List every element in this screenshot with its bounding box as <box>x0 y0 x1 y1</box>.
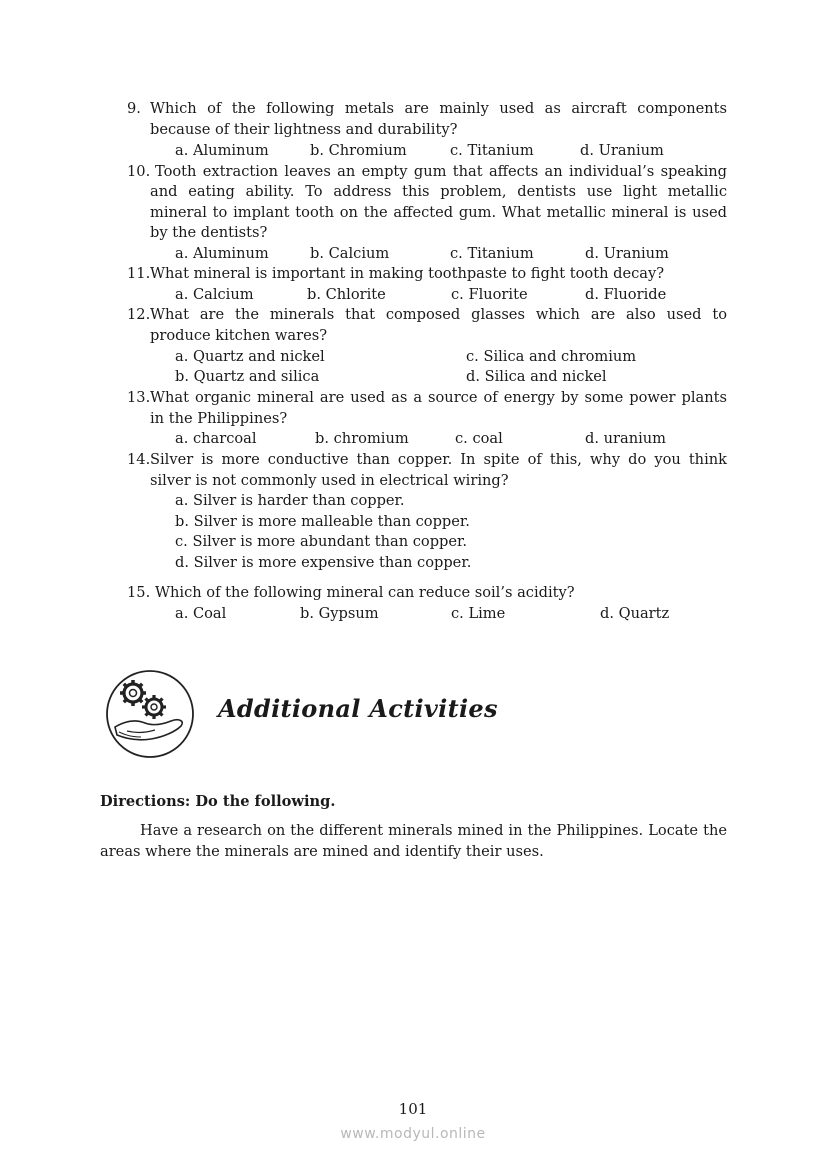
answer-option: b. Silver is more malleable than copper. <box>175 513 470 530</box>
question-text: mineral to implant tooth on the affected gum. What metallic mineral is used <box>150 204 727 221</box>
page-number: 101 <box>398 1100 428 1118</box>
answer-option: b. chromium <box>315 430 409 447</box>
answer-option: c. Titanium <box>450 245 534 262</box>
question-text: Tooth extraction leaves an empty gum that affects an individual’s speaking <box>155 163 727 180</box>
question-number: 10. <box>127 163 151 180</box>
answer-option: d. Uranium <box>585 245 669 262</box>
answer-option: a. Coal <box>175 605 227 622</box>
answer-option: d. Silver is more expensive than copper. <box>175 554 472 571</box>
answer-option: d. Silica and nickel <box>466 368 607 385</box>
answer-option: d. Quartz <box>600 605 670 622</box>
directions-text: Have a research on the different minerals mined in the Philippines. Locate the <box>140 822 727 839</box>
question-text: because of their lightness and durability? <box>150 121 458 138</box>
answer-option: b. Quartz and silica <box>175 368 320 385</box>
answer-option: b. Chlorite <box>307 286 386 303</box>
answer-option: c. Fluorite <box>451 286 528 303</box>
question-text: by the dentists? <box>150 224 268 241</box>
question-number: 14. <box>127 451 151 468</box>
question-text: Which of the following mineral can reduce soil’s acidity? <box>155 584 575 601</box>
question-text: Which of the following metals are mainly used as aircraft components <box>150 100 727 117</box>
answer-option: b. Calcium <box>310 245 390 262</box>
question-text: What mineral is important in making toothpaste to fight tooth decay? <box>150 265 665 282</box>
answer-option: c. Lime <box>451 605 506 622</box>
answer-option: b. Chromium <box>310 142 407 159</box>
question-number: 12. <box>127 306 151 323</box>
question-number: 11. <box>127 265 151 282</box>
question-number: 13. <box>127 389 151 406</box>
answer-option: c. Titanium <box>450 142 534 159</box>
answer-option: a. Calcium <box>175 286 254 303</box>
question-text: Silver is more conductive than copper. In spite of this, why do you think <box>150 451 727 468</box>
question-number: 15. <box>127 584 151 601</box>
answer-option: a. Aluminum <box>175 142 269 159</box>
answer-option: c. Silver is more abundant than copper. <box>175 533 468 550</box>
question-text: produce kitchen wares? <box>150 327 328 344</box>
question-number: 9. <box>127 100 141 117</box>
answer-option: b. Gypsum <box>300 605 379 622</box>
question-text: What organic mineral are used as a source of energy by some power plants <box>150 389 727 406</box>
answer-option: d. Fluoride <box>585 286 667 303</box>
answer-option: d. Uranium <box>580 142 664 159</box>
watermark: www.modyul.online <box>340 1126 486 1142</box>
answer-option: c. coal <box>455 430 503 447</box>
question-text: silver is not commonly used in electrical wiring? <box>150 472 509 489</box>
answer-option: d. uranium <box>585 430 666 447</box>
directions-text: areas where the minerals are mined and identify their uses. <box>100 843 544 860</box>
question-text: in the Philippines? <box>150 410 288 427</box>
directions-label: Directions: Do the following. <box>100 793 336 810</box>
question-text: What are the minerals that composed glasses which are also used to <box>150 306 727 323</box>
answer-option: c. Silica and chromium <box>466 348 637 365</box>
answer-option: a. Aluminum <box>175 245 269 262</box>
section-title: Additional Activities <box>218 694 498 723</box>
answer-option: a. Quartz and nickel <box>175 348 325 365</box>
answer-option: a. charcoal <box>175 430 257 447</box>
gears-hand-icon <box>105 669 197 763</box>
question-text: and eating ability. To address this problem, dentists use light metallic <box>150 183 727 200</box>
answer-option: a. Silver is harder than copper. <box>175 492 405 509</box>
